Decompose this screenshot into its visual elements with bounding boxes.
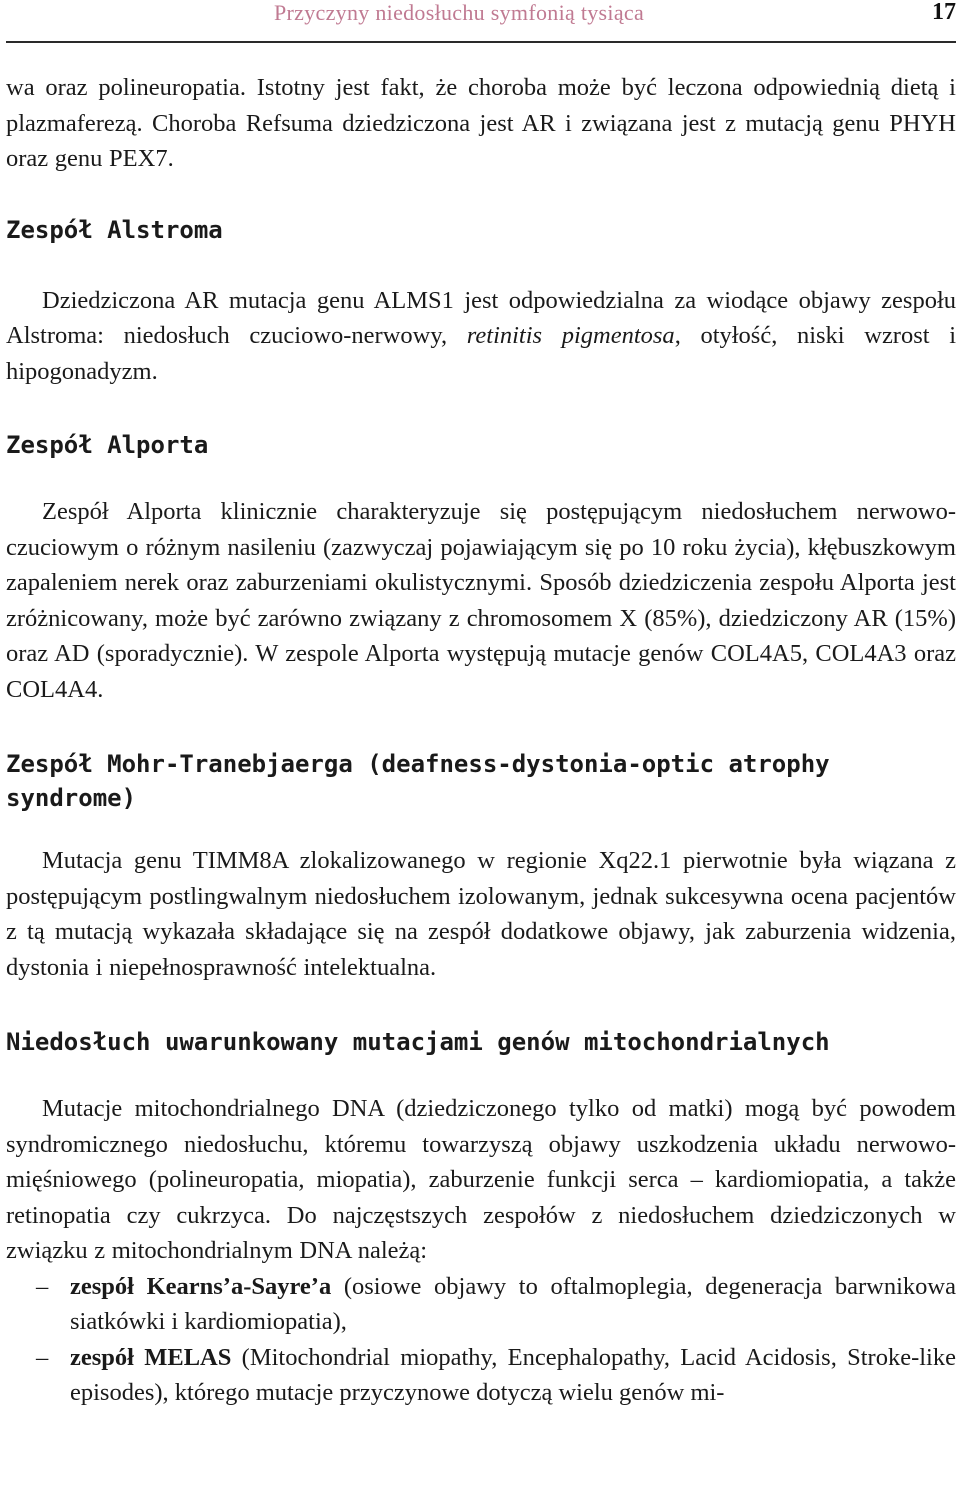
section-heading-mitochondrial: Niedosłuch uwarunkowany mutacjami genów mitochondrialnych (6, 1028, 830, 1056)
list-dash: – (36, 1272, 49, 1300)
section-paragraph-mitochondrial: Mutacje mitochondrialnego DNA (dziedziczonego tylko od matki) mogą być powodem syndromicznego niedosłuchu, któremu towarzyszą objawy uszkodzenia układu nerwowo-mięśniowego (polineuropatia, miopatia), zaburzenie funkcji serca – kardiomiopatia, a także retinopatia czy cukrzyca. Do najczęstszych zespołów z niedosłuchem dziedziczonych w związku z mitochondrialnym DNA należą: (6, 1095, 956, 1264)
list-item (6, 1269, 956, 1340)
page-number: 17 (932, 0, 956, 25)
alstrom-italic-term: retinitis pigmentosa (466, 322, 675, 349)
section-paragraph-alstrom (6, 283, 956, 390)
running-head-title: Przyczyny niedosłuchu symfonią tysiąca (274, 0, 645, 25)
section-heading-alport: Zespół Alporta (6, 431, 209, 459)
alstrom-text-start: Dziedziczona AR mutacja genu ALMS1 jest odpowiedzialna za wiodące objawy zespołu Alstroma: niedosłuch czuciowo-nerwowy, (6, 286, 956, 349)
section-paragraph-alport: Zespół Alporta klinicznie charakteryzuje się postępującym niedosłuchem nerwowo-czuciowym o różnym nasileniu (zazwyczaj pojawiającym się po 10 roku życia), kłębuszkowym zapaleniem nerek oraz zaburzeniami okulistycznymi. Sposób dziedziczenia zespołu Alporta jest zróżnicowany, może być zarówno związany z chromosomem X (85%), dziedziczony AR (15%) oraz AD (sporadycznie). W zespole Alporta występują mutacje genów COL4A5, COL4A3 oraz COL4A4. (6, 498, 956, 703)
header-rule (6, 41, 956, 43)
page-content (6, 70, 956, 1411)
list-dash: – (36, 1343, 49, 1371)
section-heading-alstrom: Zespół Alstroma (6, 215, 223, 244)
list-item-description: (osiowe objawy to oftalmoplegia, degeneracja barwnikowa siatkówki i kardiomiopatia), (70, 1272, 956, 1335)
running-head (0, 0, 960, 24)
section-paragraph-mohr-tranebjaerg: Mutacja genu TIMM8A zlokalizowanego w regionie Xq22.1 pierwotnie była wiązana z postępującym postlingwalnym niedosłuchem izolowanym, jednak sukcesywna ocena pacjentów z tą mutacją wykazała składające się na zespół dodatkowe objawy, jak zaburzenia widzenia, dystonia i niepełnosprawność intelektualna. (6, 847, 956, 981)
syndrome-list (6, 1269, 956, 1411)
alstrom-text-end: , otyłość, niski wzrost i hipogonadyzm. (6, 322, 956, 385)
list-item (6, 1340, 956, 1411)
list-item-term: zespół Kearns’a-Sayre’a (70, 1272, 332, 1300)
list-item-term: zespół MELAS (70, 1343, 232, 1371)
intro-paragraph: wa oraz polineuropatia. Istotny jest fakt, że choroba może być leczona odpowiednią dietą i plazmaferezą. Choroba Refsuma dziedziczona jest AR i związana jest z mutacją genu PHYH oraz genu PEX7. (6, 74, 956, 172)
section-heading-mohr-tranebjaerg: Zespół Mohr-Tranebjaerga (deafness-dystonia-optic atrophy syndrome) (6, 750, 830, 812)
list-item-description: (Mitochondrial miopathy, Encephalopathy, Lacid Acidosis, Stroke-like episodes), którego mutacje przyczynowe dotyczą wielu genów mi- (70, 1343, 956, 1406)
